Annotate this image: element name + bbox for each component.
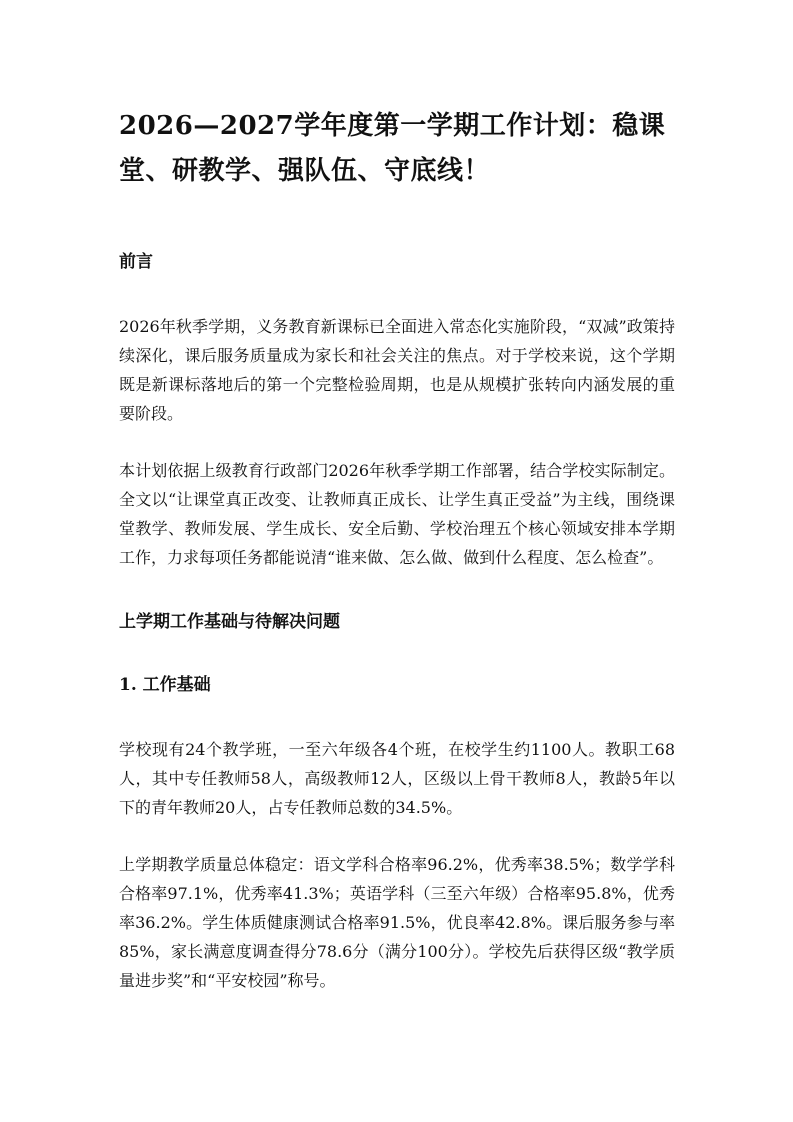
document-title: 2026—2027学年度第一学期工作计划：稳课堂、研教学、强队伍、守底线！ <box>119 111 666 186</box>
document-page <box>119 104 675 995</box>
preface-heading: 前言 <box>119 252 153 272</box>
basis-paragraph-1: 学校现有24个教学班，一至六年级各4个班，在校学生约1100人。教职工68人，其中专任教师58人，高级教师12人，区级以上骨干教师8人，教龄5年以下的青年教师20人，占专任教师总数的34.5%。 <box>119 740 675 817</box>
preface-paragraph-1: 2026年秋季学期，义务教育新课标已全面进入常态化实施阶段，“双减”政策持续深化，课后服务质量成为家长和社会关注的焦点。对于学校来说，这个学期既是新课标落地后的第一个完整检验周期，也是从规模扩张转向内涵发展的重要阶段。 <box>119 317 675 423</box>
preface-paragraph-2: 本计划依据上级教育行政部门2026年秋季学期工作部署，结合学校实际制定。全文以“让课堂真正改变、让教师真正成长、让学生真正受益”为主线，围绕课堂教学、教师发展、学生成长、安全后勤、学校治理五个核心领域安排本学期工作，力求每项任务都能说清“谁来做、怎么做、做到什么程度、怎么检查”。 <box>119 461 675 567</box>
basis-paragraph-2: 上学期教学质量总体稳定：语文学科合格率96.2%，优秀率38.5%；数学学科合格率97.1%，优秀率41.3%；英语学科（三至六年级）合格率95.8%，优秀率36.2%。学生体质健康测试合格率91.5%，优良率42.8%。课后服务参与率85%，家长满意度调查得分78.6分（满分100分）。学校先后获得区级“教学质量进步奖”和“平安校园”称号。 <box>119 855 675 990</box>
section-heading: 上学期工作基础与待解决问题 <box>119 612 340 632</box>
subsection-heading: 1. 工作基础 <box>119 675 211 695</box>
